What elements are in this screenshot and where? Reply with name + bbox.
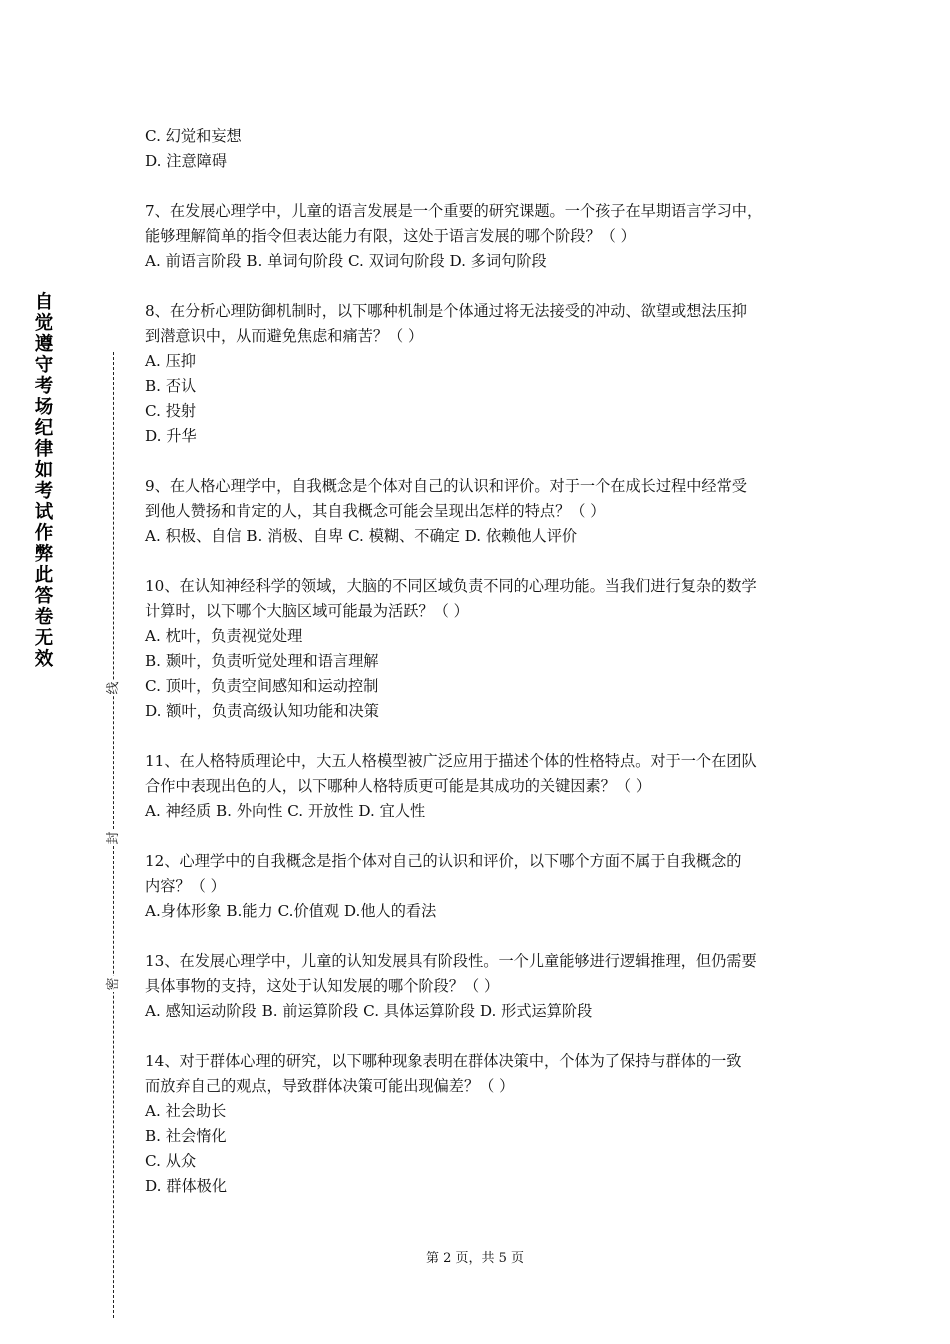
question-11	[145, 749, 825, 824]
question-9	[145, 474, 825, 549]
option-line: A. 压抑	[145, 352, 196, 370]
option-line: C. 幻觉和妄想	[145, 127, 242, 145]
binding-label-xian: 线	[106, 681, 121, 695]
option-line: A. 感知运动阶段 B. 前运算阶段 C. 具体运算阶段 D. 形式运算阶段	[145, 1002, 593, 1020]
question-7	[145, 199, 825, 274]
option-line: D. 群体极化	[145, 1177, 228, 1195]
question-text: 12、心理学中的自我概念是指个体对自己的认识和评价，以下哪个方面不属于自我概念的	[145, 852, 742, 870]
binding-label-feng: 封	[106, 831, 121, 845]
question-text: 7、在发展心理学中，儿童的语言发展是一个重要的研究课题。一个孩子在早期语言学习中，	[145, 202, 763, 220]
question-12	[145, 849, 825, 924]
question-text: 13、在发展心理学中，儿童的认知发展具有阶段性。一个儿童能够进行逻辑推理，但仍需要	[145, 952, 757, 970]
page-number-footer: 第 2 页，共 5 页	[425, 1251, 525, 1266]
question-text: 而放弃自己的观点，导致群体决策可能出现偏差？（ ）	[145, 1077, 515, 1095]
question-content	[145, 124, 825, 1199]
option-line: A. 积极、自信 B. 消极、自卑 C. 模糊、不确定 D. 依赖他人评价	[145, 527, 578, 545]
question-text: 到他人赞扬和肯定的人，其自我概念可能会呈现出怎样的特点？（ ）	[145, 502, 606, 520]
question-text: 11、在人格特质理论中，大五人格模型被广泛应用于描述个体的性格特点。对于一个在团队	[145, 752, 757, 770]
question-14	[145, 1049, 825, 1199]
option-line: D. 额叶，负责高级认知功能和决策	[145, 702, 379, 720]
question-text: 具体事物的支持，这处于认知发展的哪个阶段？（ ）	[145, 977, 500, 995]
option-line: D. 注意障碍	[145, 152, 228, 170]
option-line: C. 投射	[145, 402, 197, 420]
option-line: B. 否认	[145, 377, 197, 395]
option-line: B. 颞叶，负责听觉处理和语言理解	[145, 652, 379, 670]
binding-label-mi: 密	[106, 977, 121, 991]
option-line: B. 社会惰化	[145, 1127, 227, 1145]
question-text: 能够理解简单的指令但表达能力有限，这处于语言发展的哪个阶段？（ ）	[145, 227, 636, 245]
question-text: 合作中表现出色的人，以下哪种人格特质更可能是其成功的关键因素？（ ）	[145, 777, 652, 795]
option-line: D. 升华	[145, 427, 197, 445]
question-text: 到潜意识中，从而避免焦虑和痛苦？（ ）	[145, 327, 424, 345]
question-text: 8、在分析心理防御机制时，以下哪种机制是个体通过将无法接受的冲动、欲望或想法压抑	[145, 302, 747, 320]
previous-question-options	[145, 124, 825, 174]
question-text: 内容？（ ）	[145, 877, 226, 895]
question-text: 10、在认知神经科学的领域，大脑的不同区域负责不同的心理功能。当我们进行复杂的数学	[145, 577, 757, 595]
question-8	[145, 299, 825, 449]
question-10	[145, 574, 825, 724]
option-line: A. 神经质 B. 外向性 C. 开放性 D. 宜人性	[145, 802, 426, 820]
exam-discipline-warning: 自觉遵守考场纪律如考试作弊此答卷无效	[34, 292, 54, 670]
question-text: 计算时，以下哪个大脑区域可能最为活跃？（ ）	[145, 602, 469, 620]
question-13	[145, 949, 825, 1024]
option-line: C. 顶叶，负责空间感知和运动控制	[145, 677, 379, 695]
option-line: A. 前语言阶段 B. 单词句阶段 C. 双词句阶段 D. 多词句阶段	[145, 252, 547, 270]
option-line: A. 枕叶，负责视觉处理	[145, 627, 303, 645]
option-line: A.身体形象 B.能力 C.价值观 D.他人的看法	[145, 902, 437, 920]
question-text: 9、在人格心理学中，自我概念是个体对自己的认识和评价。对于一个在成长过程中经常受	[145, 477, 747, 495]
option-line: C. 从众	[145, 1152, 197, 1170]
option-line: A. 社会助长	[145, 1102, 227, 1120]
question-text: 14、对于群体心理的研究，以下哪种现象表明在群体决策中，个体为了保持与群体的一致	[145, 1052, 742, 1070]
